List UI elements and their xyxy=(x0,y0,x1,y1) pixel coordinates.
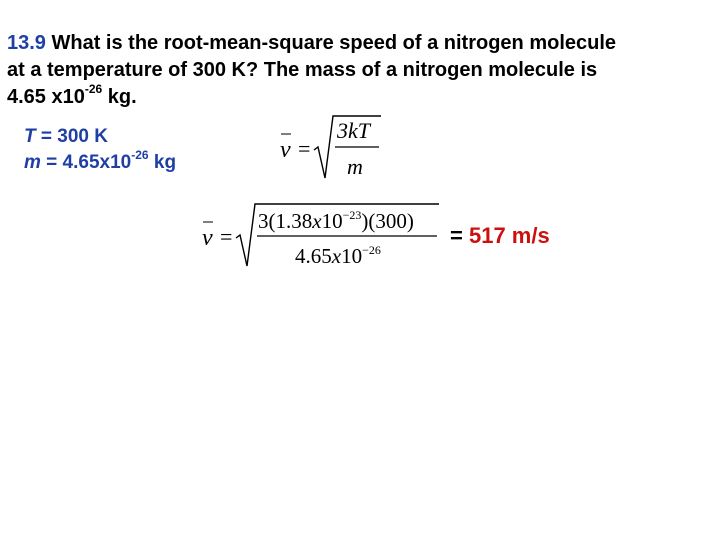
mass-exponent: -26 xyxy=(131,147,149,162)
temperature-symbol: T xyxy=(24,126,36,147)
temperature-value: = 300 K xyxy=(35,126,108,147)
problem-text-line1: What is the root-mean-square speed of a nitrogen molecule xyxy=(45,32,617,54)
mass-symbol: m xyxy=(24,152,41,173)
given-temperature xyxy=(24,124,176,150)
mass-suffix: kg xyxy=(148,152,177,173)
problem-statement xyxy=(7,30,707,111)
mass-prefix: = 4.65x10 xyxy=(40,152,132,173)
answer-equals: = xyxy=(450,223,469,248)
problem-mass-prefix: 4.65 x10 xyxy=(7,86,85,108)
rms-speed-substitution xyxy=(199,200,444,272)
substitution-numerator: $3(1.38x10^{-23})(300)$ xyxy=(258,208,414,233)
rms-speed-formula xyxy=(277,112,387,184)
formula-lhs-v: v xyxy=(280,137,291,163)
problem-text-line2: at a temperature of 300 K? The mass of a nitrogen molecule is xyxy=(7,59,598,81)
problem-number: 13.9 xyxy=(7,32,46,54)
formula-equals: = xyxy=(298,136,311,161)
problem-mass-suffix: kg. xyxy=(102,86,137,108)
final-answer xyxy=(450,222,550,250)
answer-value: 517 m/s xyxy=(468,223,550,248)
substitution-equals: = xyxy=(220,224,233,249)
given-mass xyxy=(24,147,177,176)
formula-denominator: m xyxy=(347,154,363,179)
formula-numerator: 3kT xyxy=(337,118,370,143)
substitution-denominator: $4.65x10^{-26}$ xyxy=(295,243,381,268)
substitution-lhs-v: v xyxy=(202,225,213,251)
problem-mass-exponent: -26 xyxy=(84,82,103,97)
given-values xyxy=(24,124,176,176)
